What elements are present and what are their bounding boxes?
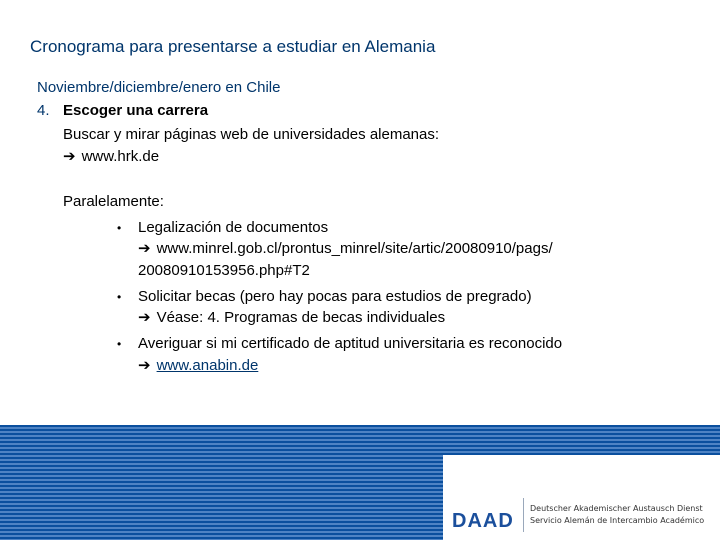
logo-divider	[523, 498, 524, 532]
parallel-label: Paralelamente:	[63, 193, 164, 210]
bullet-icon: •	[117, 221, 122, 235]
becas-ref-line	[138, 309, 445, 327]
hrk-link[interactable]: www.hrk.de	[81, 148, 160, 165]
minrel-link-cont[interactable]: 20080910153956.php#T2	[138, 262, 310, 279]
step-text: Buscar y mirar páginas web de universidades alemanas:	[63, 126, 440, 143]
minrel-link[interactable]: www.minrel.gob.cl/prontus_minrel/site/artic/20080910/pags/	[156, 240, 553, 257]
becas-ref: Véase: 4. Programas de becas individuales	[156, 309, 446, 326]
minrel-link-line	[138, 240, 553, 258]
arrow-right-icon: ➔	[138, 309, 151, 326]
step-heading: Escoger una carrera	[63, 102, 209, 119]
bullet-icon: •	[117, 337, 122, 351]
bullet-icon: •	[117, 290, 122, 304]
arrow-right-icon: ➔	[138, 240, 151, 257]
step-number: 4.	[37, 102, 50, 119]
org-name-es: Servicio Alemán de Intercambio Académico	[530, 516, 705, 525]
org-name-de: Deutscher Akademischer Austausch Dienst	[530, 504, 703, 513]
arrow-right-icon: ➔	[63, 148, 76, 165]
page-title: Cronograma para presentarse a estudiar en Alemania	[30, 37, 436, 56]
item-becas: Solicitar becas (pero hay pocas para estudios de pregrado)	[138, 288, 532, 305]
daad-logo: DAAD	[452, 510, 514, 532]
item-certificado: Averiguar si mi certificado de aptitud universitaria es reconocido	[138, 335, 563, 352]
arrow-right-icon: ➔	[138, 357, 151, 374]
step-link-line	[63, 148, 159, 166]
subtitle: Noviembre/diciembre/enero en Chile	[37, 79, 281, 96]
anabin-link-line	[138, 357, 258, 375]
anabin-link[interactable]: www.anabin.de	[156, 357, 259, 374]
item-legalizacion: Legalización de documentos	[138, 219, 329, 236]
